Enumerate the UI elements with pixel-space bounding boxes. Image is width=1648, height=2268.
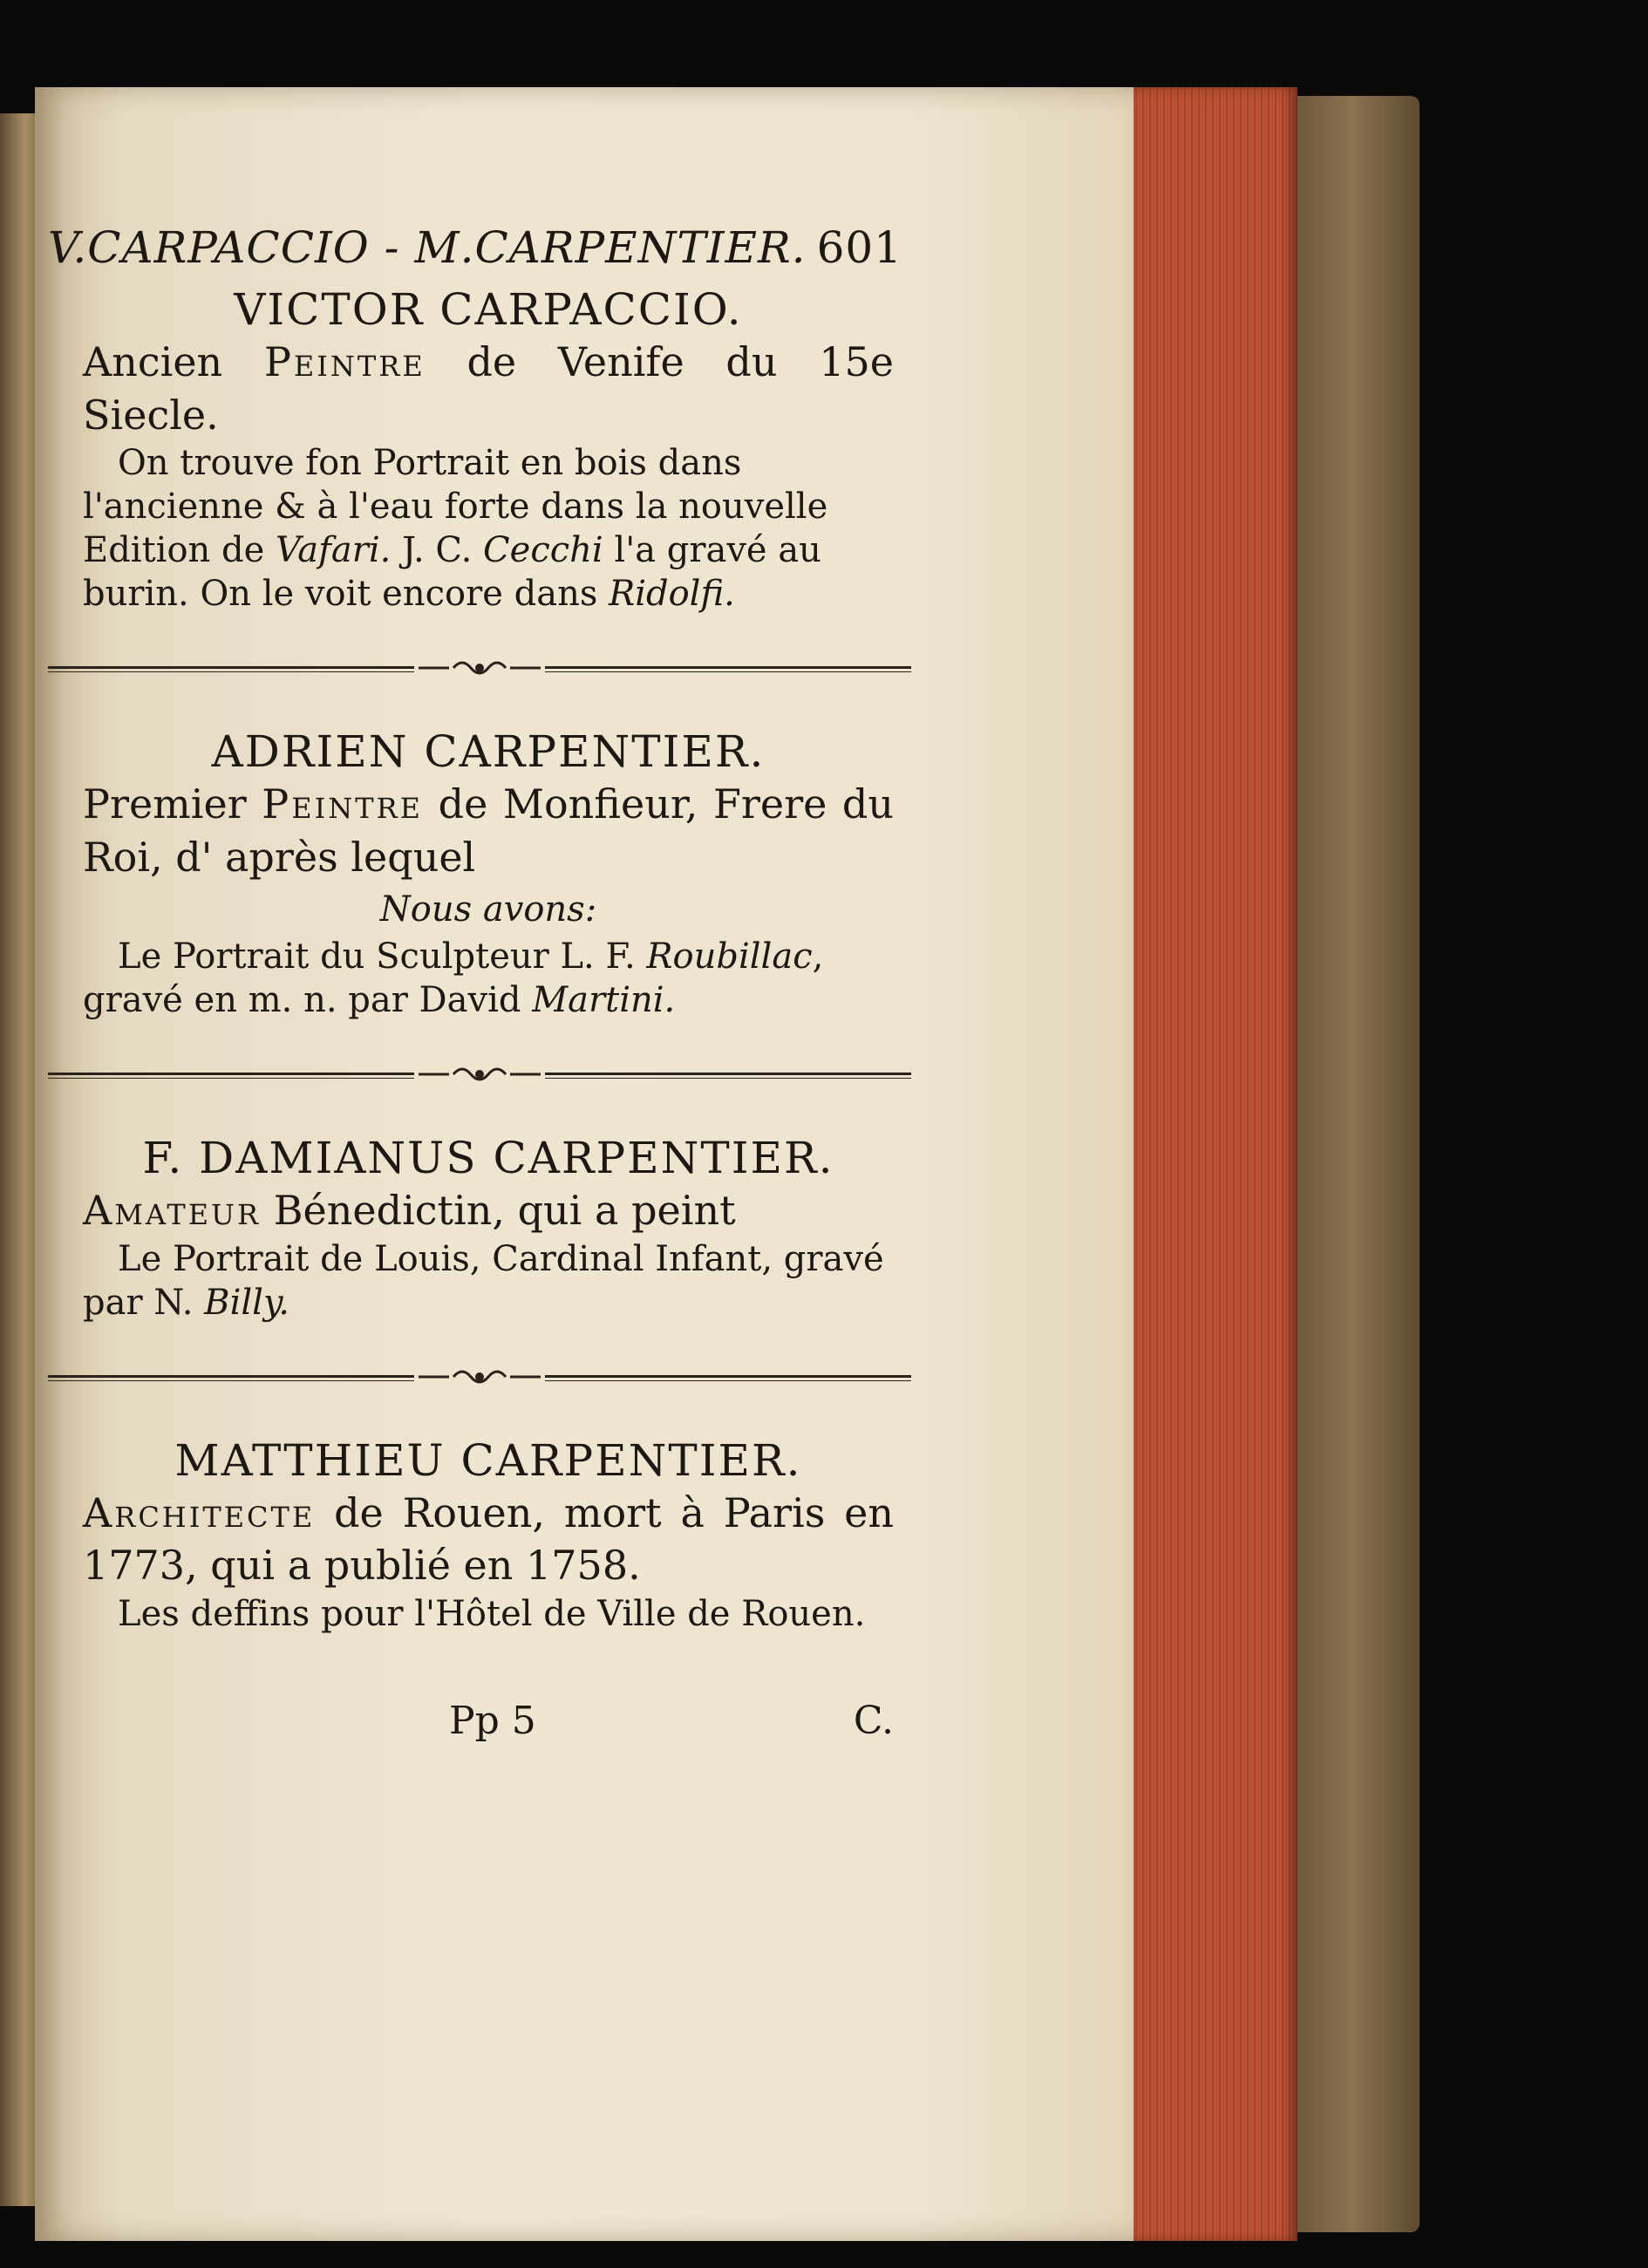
fleuron-icon	[414, 1062, 545, 1086]
entry-lead	[83, 778, 894, 883]
entry-matthieu-carpentier	[83, 1434, 894, 1636]
page-footer	[83, 1699, 894, 1743]
running-head-title: V.CARPACCIO - M.CARPENTIER.	[48, 222, 807, 273]
entry-body	[83, 935, 894, 1022]
ornamental-rule	[48, 656, 911, 680]
lead-small-caps: Architecte	[83, 1488, 316, 1536]
body-text: On trouve fon Portrait en bois dans l'ancienne & à l'eau forte dans la nouvelle Edition de	[83, 443, 828, 571]
running-head	[48, 222, 902, 283]
entry-victor-carpaccio	[83, 283, 894, 616]
ornamental-rule	[48, 1365, 911, 1389]
body-text: J. C.	[391, 530, 484, 571]
page-content	[48, 222, 902, 1744]
lead-small-caps: Peintre	[262, 780, 424, 828]
body-italic: Vafari.	[276, 530, 392, 571]
body-text: Le Portrait du Sculpteur L. F.	[118, 936, 647, 977]
body-text: Les deffins pour l'Hôtel de Ville de Rouen.	[118, 1594, 866, 1635]
catchword: C.	[853, 1699, 894, 1744]
lead-rest: de Rouen, mort à Paris en 1773, qui a publié en 1758.	[83, 1488, 894, 1590]
signature-mark: Pp 5	[449, 1699, 536, 1744]
entry-damianus-carpentier	[83, 1132, 894, 1325]
entry-subhead: Nous avons:	[379, 889, 597, 930]
entry-lead	[83, 336, 894, 441]
entry-heading: MATTHIEU CARPENTIER.	[174, 1434, 802, 1486]
red-page-edges	[1132, 87, 1297, 2241]
body-italic: Roubillac	[646, 936, 813, 977]
body-italic: Billy.	[204, 1282, 289, 1323]
entry-lead	[83, 1184, 894, 1237]
entry-lead	[83, 1487, 894, 1592]
entry-heading: ADRIEN CARPENTIER.	[211, 726, 766, 778]
entry-body	[83, 441, 894, 616]
lead-rest: Bénedictin, qui a peint	[261, 1186, 736, 1234]
body-italic: Ridolfi.	[609, 574, 735, 615]
body-italic: Martini.	[532, 979, 676, 1020]
entry-body	[83, 1237, 894, 1325]
fleuron-icon	[414, 1365, 545, 1389]
page-number: 601	[816, 222, 902, 273]
entry-adrien-carpentier	[83, 725, 894, 1021]
lead-small-caps: Amateur	[83, 1186, 262, 1234]
body-text: Le Portrait de Louis, Cardinal Infant, gravé par N.	[83, 1238, 884, 1323]
entry-heading: VICTOR CARPACCIO.	[234, 284, 743, 335]
fleuron-icon	[414, 656, 545, 680]
book-cover	[1297, 96, 1420, 2232]
ornamental-rule	[48, 1062, 911, 1086]
lead-small-caps: Peintre	[263, 338, 426, 385]
lead-initial: Ancien	[83, 338, 264, 385]
body-italic: Cecchi	[483, 530, 603, 571]
entry-body	[83, 1592, 894, 1636]
entry-heading: F. DAMIANUS CARPENTIER.	[142, 1132, 834, 1183]
lead-initial: Premier	[83, 780, 262, 828]
body-text: , gravé en m. n. par David	[83, 936, 824, 1020]
lead-rest: de Monfieur, Frere du Roi, d' après lequel	[83, 780, 894, 882]
lead-rest: de Venife du 15e Siecle.	[83, 338, 895, 439]
body-text: l'a gravé au burin. On le voit encore dans	[83, 530, 821, 615]
